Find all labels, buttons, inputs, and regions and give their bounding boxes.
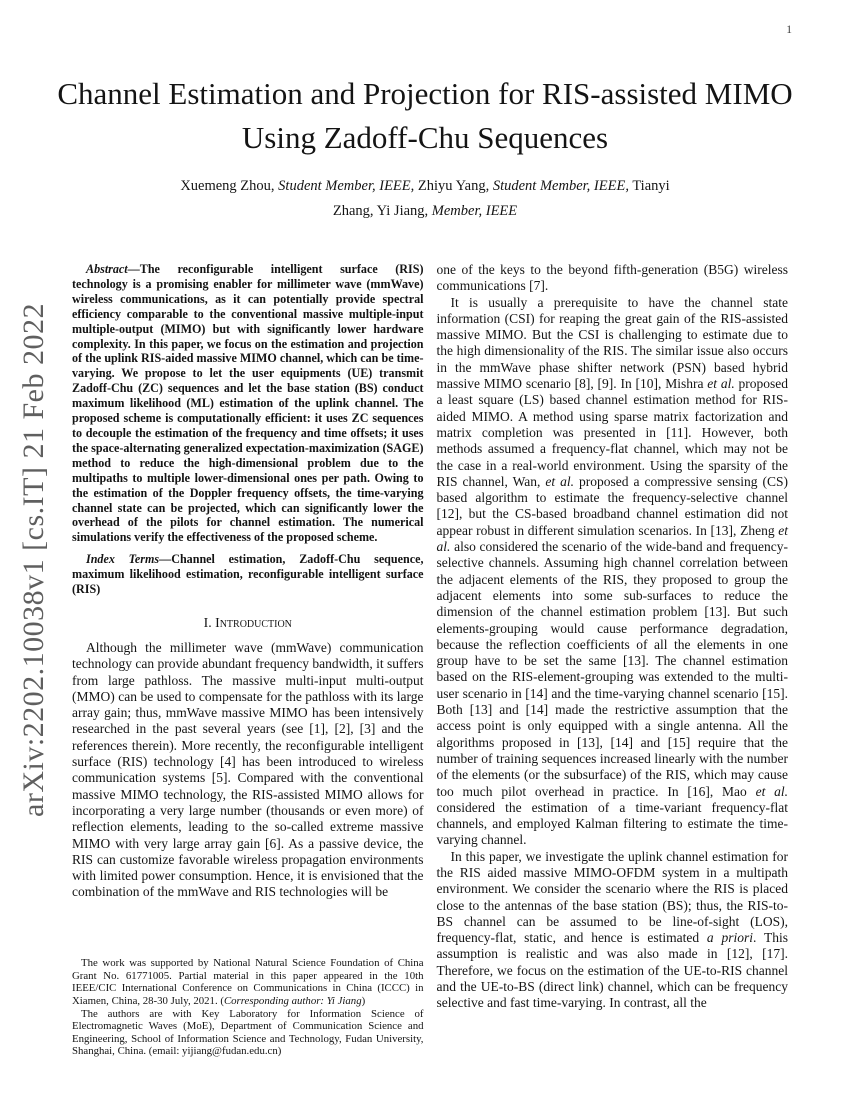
intro-paragraph-1: Although the millimeter wave (mmWave) communication technology can provide abundant frequency bandwidth, it suffers from large pathloss. The massive multi-input multi-output (MMO) can be used to compensate for the pathloss with its large array gain; thus, mmWave massive MIMO has been intensively researched in the past several years (see [1], [2], [3] and the references therein). More recently, the reconfigurable intelligent surface (RIS) technology [4] has been introduced to wireless communication systems [5]. Compared with the conventional massive MIMO technology, the RIS-assisted MIMO allows for incorporating a very large number (thousands or even more) of reflection elements, leading to the so-called extreme massive MIMO with very large array gain [6]. As a passive device, the RIS can customize favorable wireless propagation environments with limited power consumption. Hence, it is envisioned that the combination of the mmWave and RIS technologies will be — [72, 639, 424, 900]
abstract-paragraph: Abstract—The reconfigurable intelligent surface (RIS) technology is a promising enabler for millimeter wave (mmWave) wireless communications, as it can potentially provide spectral efficiency comparable to the conventional massive multiple-input multiple-output (MIMO) but with significantly lower hardware complexity. In this paper, we focus on the estimation and projection of the uplink RIS-aided massive MIMO channel, which can be time-varying. We propose to let the user equipments (UE) transmit Zadoff-Chu (ZC) sequences and let the base station (BS) conduct maximum likelihood (ML) estimation of the uplink channel. The proposed scheme is computationally efficient: it uses ZC sequences to decouple the estimation of the frequency and time offsets; it uses the space-alternating generalized expectation-maximization (SAGE) method to reduce the high-dimensional problem due to the multipaths to multiple lower-dimensional ones per path. Owing to the estimation of the Doppler frequency offsets, the time-varying channel state can be projected, which can significantly lower the overhead of the pilots for channel estimation. The numerical simulations verify the effectiveness of the proposed scheme. — [72, 262, 424, 545]
left-column — [72, 262, 424, 1058]
intro-paragraph-3: In this paper, we investigate the uplink channel estimation for the RIS aided massive MIMO-OFDM system in a multipath environment. We consider the scenario where the RIS is placed close to the antennas of the base station (BS); thus, the RIS-to-BS channel can be assumed to be line-of-sight (LOS), frequency-flat, static, and hence is estimated a priori. This assumption is realistic and was also made in [12], [17]. Therefore, we focus on the estimation of the UE-to-RIS channel and the UE-to-BS (direct link) channel, which can be frequency selective and fast time-varying. In contrast, all the — [436, 848, 788, 1011]
two-column-body — [72, 262, 788, 1058]
arxiv-watermark: arXiv:2202.10038v1 [cs.IT] 21 Feb 2022 — [17, 303, 50, 817]
section-heading-introduction — [72, 615, 424, 631]
page-number: 1 — [786, 24, 792, 36]
paper-title: Channel Estimation and Projection for RIS-assisted MIMO Using Zadoff-Chu Sequences — [57, 76, 793, 156]
first-page-footnote — [72, 949, 424, 1058]
footnote-funding: The work was supported by National Natural Science Foundation of China Grant No. 61771005. Partial material in this paper appeared in the 10th IEEE/CIC International Conference on Communications in China (ICCC) in Xiamen, China, 28-30 July, 2021. (Corresponding author: Yi Jiang) — [72, 957, 424, 1008]
author-line: Xuemeng Zhou, Student Member, IEEE, Zhiyu Yang, Student Member, IEEE, Tianyi Zhang, Yi Jiang, Member, IEEE — [180, 178, 670, 219]
intro-paragraph-2: It is usually a prerequisite to have the channel state information (CSI) for reaping the great gain of the RIS-assisted massive MIMO. But the CSI is challenging to estimate due to the high dimensionality of the RIS. The similar issue also occurs in the mmWave phase shifter network (PSN) based hybrid massive MIMO scenario [8], [9]. In [10], Mishra et al. proposed a least square (LS) based channel estimation method for RIS-aided MIMO. A method using sparse matrix factorization and matrix completion was presented in [11]. However, both methods assumed a frequency-flat channel, which may not be the case in a real-world environment. Using the sparsity of the RIS channel, Wan, et al. proposed a compressive sensing (CS) based algorithm to estimate the frequency-selective channel [12], but the CS-based broadband channel estimation did not appear robust in different simulation scenarios. In [13], Zheng et al. also considered the scenario of the wide-band and frequency-selective channels. Assuming high channel correlation between the adjacent elements of the RIS, they proposed to group the adjacent elements into some sub-surfaces to reduce the dimension of the channel estimation problem [13]. But such elements-grouping would cause performance degradation, because the reflection coefficients of all the elements in one group have to be set the same [13]. The channel estimation based on the RIS-element-grouping was extended to the multi-user scenario in [14] and the time-varying channel scenario [15]. Both [13] and [14] made the restrictive assumption that the access point is only equipped with a single antenna. All the algorithms proposed in [13], [14] and [15] require that the number of training sequences increased linearly with the number of the elements (or the subsurface) of the RIS, which may cause too much pilot overhead in practice. In [16], Mao et al. considered the estimation of a time-variant frequency-flat channels, and employed Kalman filtering to estimate the time-varying channel. — [436, 294, 789, 848]
section-number: I. — [203, 614, 212, 630]
index-terms-paragraph: Index Terms—Channel estimation, Zadoff-Chu sequence, maximum likelihood estimation, reconfigurable intelligent surface (RIS) — [72, 552, 424, 597]
footnote-affiliation: The authors are with Key Laboratory for Information Science of Electromagnetic Waves (MoE), Department of Communication Science and Engineering, School of Information Science and Technology, Fudan University, Shanghai, China. (email: yijiang@fudan.edu.cn) — [72, 1007, 424, 1058]
section-title: Introduction — [215, 614, 292, 630]
right-column — [437, 262, 789, 1058]
intro-paragraph-1-continued: one of the keys to the beyond fifth-generation (B5G) wireless communications [7]. — [436, 262, 788, 294]
